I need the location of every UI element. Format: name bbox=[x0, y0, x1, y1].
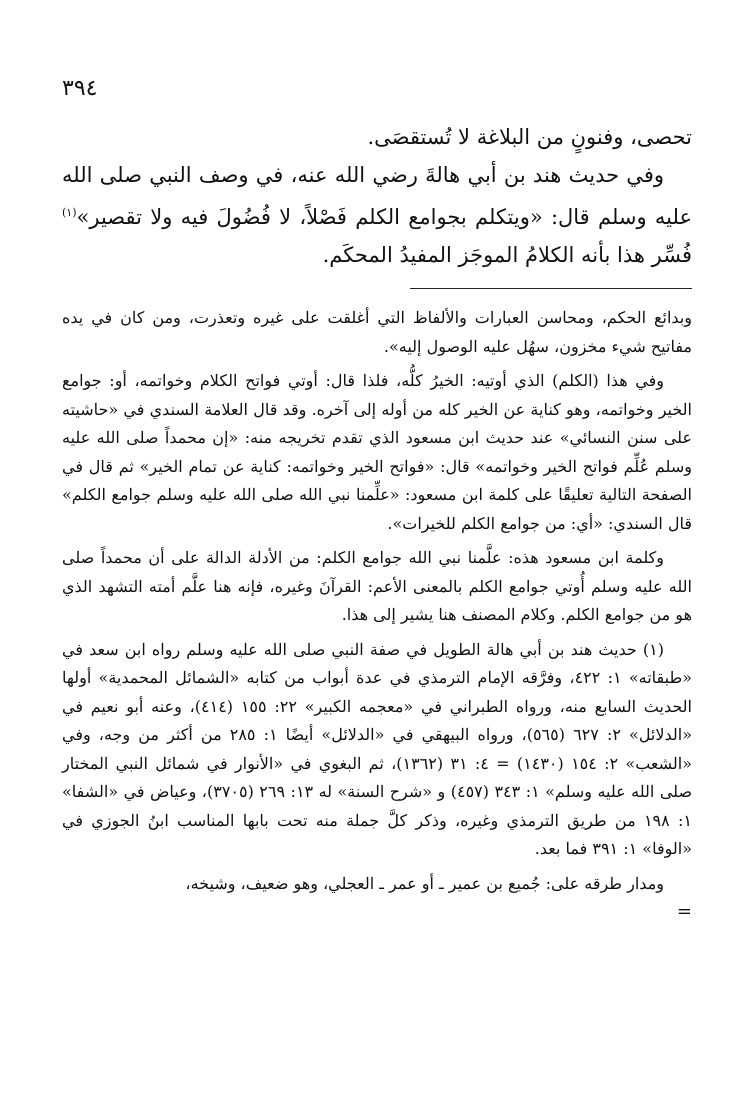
note-paragraph-5: ومدار طرقه على: جُميع بن عمير ـ أو عمر ـ العجلي، وهو ضعيف، وشيخه، bbox=[185, 873, 664, 893]
main-text bbox=[62, 118, 692, 274]
note-paragraph-2: وفي هذا (الكلم) الذي أوتيه: الخيرُ كلُّه، فلذا قال: أوتي فواتح الكلام وخواتمه، أو: جوامع الخير وخواتمه، وهو كناية عن الخير كله من أوله إلى آخره. وقد قال العلامة السندي في «حاشيته على سنن النسائي» عند حديث ابن مسعود الذي تقدم تخريجه منه: «إن محمداً صلى الله عليه وسلم عُلِّم فواتح الخير وخواتمه» قال: «فواتح الخير وخواتمه: كناية عن تمام الخير» ثم قال في الصفحة التالية تعليقًا على كلمة ابن مسعود: «علِّمنا نبي الله صلى الله عليه وسلم جوامع الكلم» قال السندي: «أي: من جوامع الكلم للخيرات». bbox=[62, 371, 692, 533]
main-paragraph-2-text: وفي حديث هند بن أبي هالةَ رضي الله عنه، في وصف النبي صلى الله عليه وسلم قال: «ويتكلم بجوامع الكلم فَصْلاً، لا فُضُولَ فيه ولا تقصير» bbox=[62, 163, 692, 229]
footnote-1: (١) حديث هند بن أبي هالة الطويل في صفة النبي صلى الله عليه وسلم رواه ابن سعد في «طبقاته» ١: ٤٢٢، وفرَّقه الإمام الترمذي في عدة أبواب من كتابه «الشمائل المحمدية» أولها الحديث السابع منه، ورواه الطبراني في «معجمه الكبير» ٢٢: ١٥٥ (٤١٤)، وعنه أبو نعيم في «الدلائل» ٢: ٦٢٧ (٥٦٥)، ورواه البيهقي في «الدلائل» أيضًا ١: ٢٨٥ من أكثر من وجه، وفي «الشعب» ٢: ١٥٤ (١٤٣٠) = ٤: ٣١ (١٣٦٢)، ثم البغوي في «الأنوار في شمائل النبي المختار صلى الله عليه وسلم» ١: ٣٤٣ (٤٥٧) و «شرح السنة» له ١٣: ٢٦٩ (٣٧٠٥)، وعياض في «الشفا» ١: ١٩٨ من طريق الترمذي وغيره، وذكر كلَّ جملة منه تحت بابها المناسب ابنُ الجوزي في «الوفا» ١: ٣٩١ فما بعد. bbox=[62, 639, 693, 858]
main-line-1: تحصى، وفنونٍ من البلاغة لا تُستقصَى. bbox=[367, 125, 692, 149]
page-number: ٣٩٤ bbox=[62, 76, 98, 101]
footnote-ref: (١) bbox=[62, 206, 77, 219]
footnote-separator bbox=[410, 288, 692, 289]
main-paragraph-2-end: فُسِّر هذا بأنه الكلامُ الموجَز المفيدُ المحكَم. bbox=[322, 243, 692, 267]
continuation-mark: = bbox=[676, 901, 692, 922]
note-paragraph-1: وبدائع الحكم، ومحاسن العبارات والألفاظ التي أغلقت على غيره وتعذرت، ومن كان في يده مفاتيح شيء مخزون، سهُل عليه الوصول إليه». bbox=[62, 308, 692, 356]
footnotes bbox=[62, 304, 692, 927]
note-paragraph-3: وكلمة ابن مسعود هذه: علَّمنا نبي الله جوامع الكلم: من الأدلة الدالة على أن محمداً صلى الله عليه وسلم أُوتي جوامع الكلم بالمعنى الأعم: القرآنَ وغيره، فإنه هنا علَّم أمته التشهد الذي هو من جوامع الكلم. وكلام المصنف هنا يشير إلى هذا. bbox=[62, 548, 692, 624]
main-paragraph-2 bbox=[62, 156, 692, 274]
